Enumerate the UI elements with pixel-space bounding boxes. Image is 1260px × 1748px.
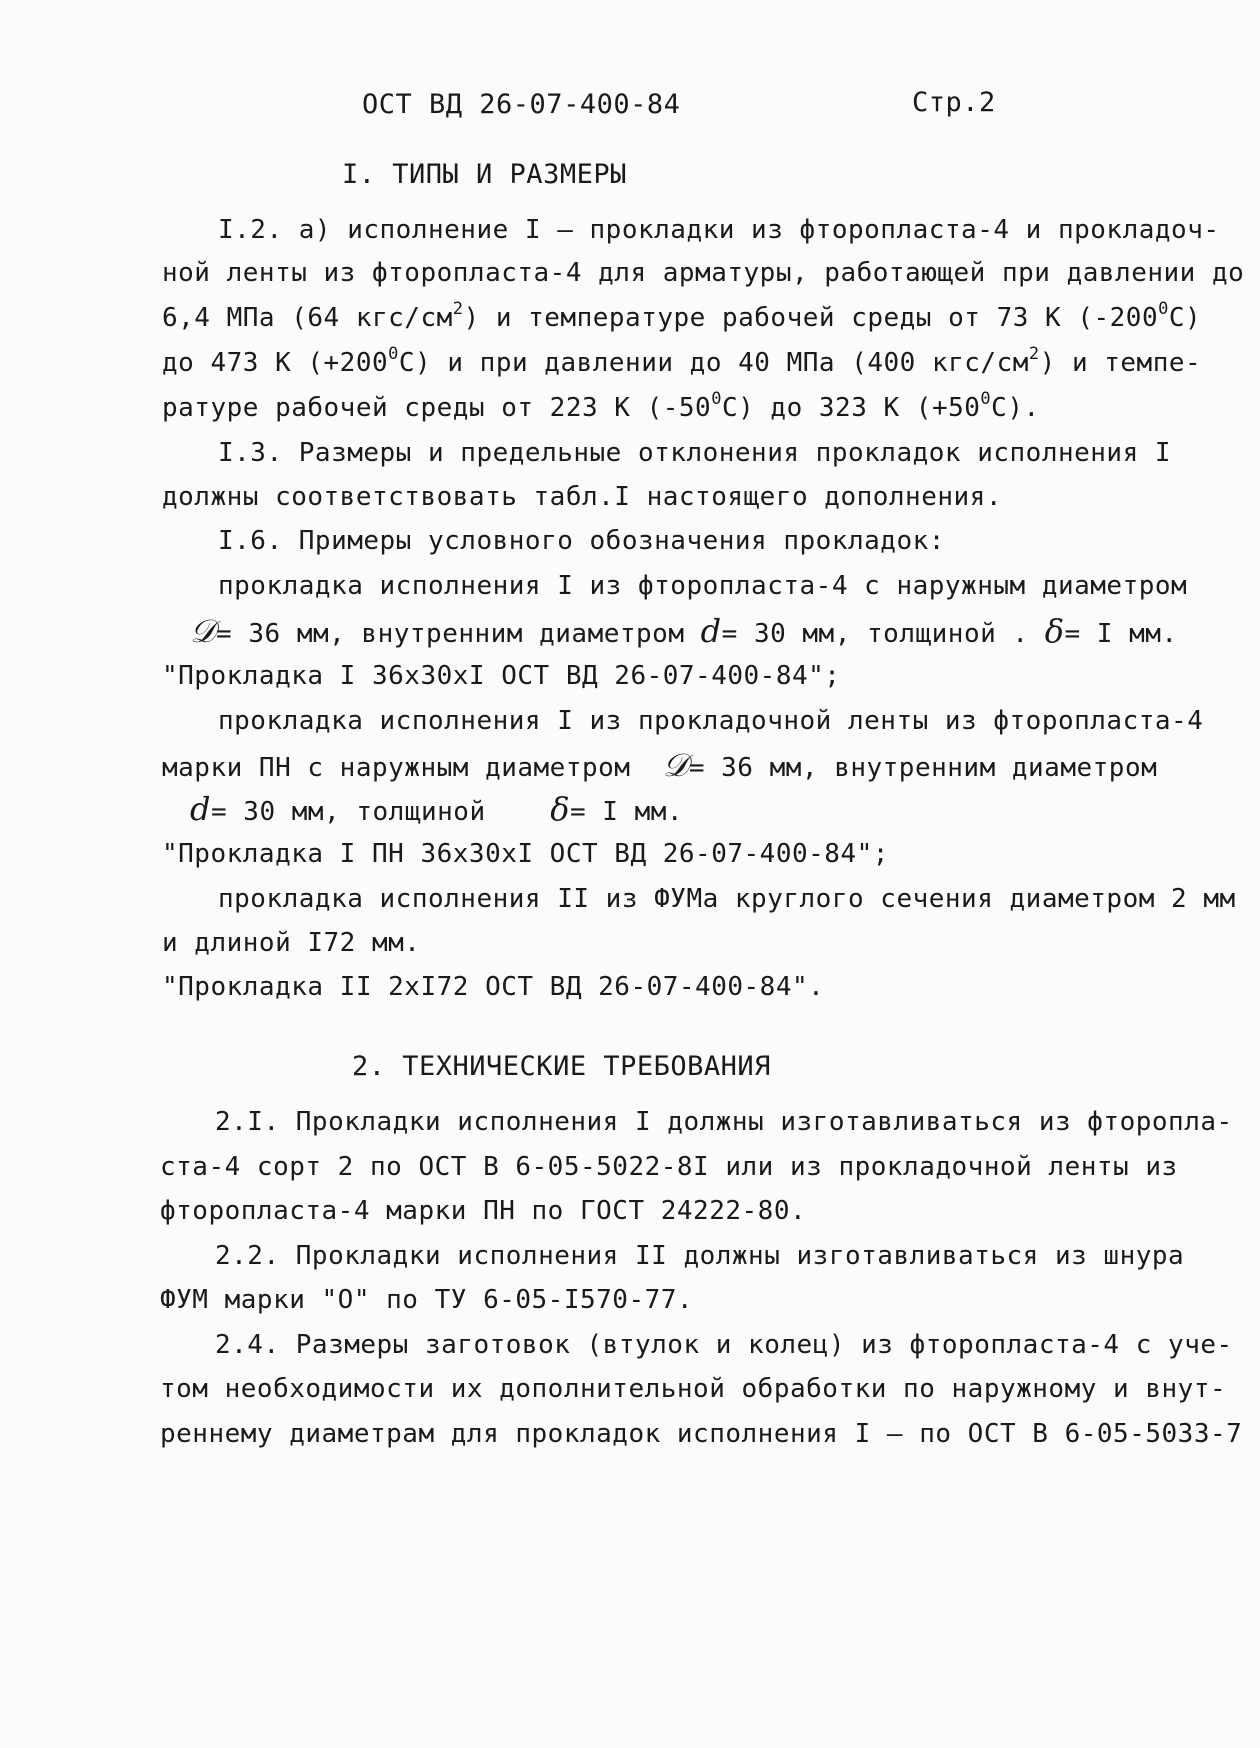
- example-3-line-1: прокладка исполнения II из ФУМа круглого сечения диаметром 2 мм: [218, 884, 1236, 914]
- paragraph-2-1-line-2: ста-4 сорт 2 по ОСТ В 6-05-5022-8I или из прокладочной ленты из: [160, 1152, 1178, 1182]
- example-2-line-1: прокладка исполнения I из прокладочной ленты из фторопласта-4: [218, 706, 1204, 736]
- example-1-line-1: прокладка исполнения I из фторопласта-4 с наружным диаметром: [218, 571, 1188, 601]
- paragraph-1-3-line-2: должны соответствовать табл.I настоящего дополнения.: [162, 482, 1002, 512]
- example-2-line-3: d= 30 мм, толщиной δ= I мм.: [190, 790, 684, 828]
- document-code: ОСТ ВД 26-07-400-84: [362, 89, 681, 120]
- paragraph-1-2-line-2: ной ленты из фторопласта-4 для арматуры, работающей при давлении до: [162, 258, 1245, 288]
- inner-diameter-symbol: d: [700, 612, 722, 650]
- paragraph-2-2-line-1: 2.2. Прокладки исполнения II должны изготавливаться из шнура: [215, 1241, 1185, 1271]
- paragraph-2-4-line-1: 2.4. Размеры заготовок (втулок и колец) из фторопласта-4 с уче-: [215, 1330, 1233, 1360]
- example-3-designation: "Прокладка II 2хI72 ОСТ ВД 26-07-400-84".: [162, 972, 825, 1002]
- paragraph-1-2-line-3: 6,4 МПа (64 кгс/$см^2$) и температуре рабочей среды от 73 К $(-200^0С)$: [162, 299, 1202, 333]
- section-1-title: I. ТИПЫ И РАЗМЕРЫ: [342, 159, 627, 190]
- paragraph-2-4-line-2: том необходимости их дополнительной обработки по наружному и внут-: [160, 1374, 1227, 1404]
- paragraph-1-2-line-5: ратуре рабочей среды от 223 К $(-50^0С)$ до 323 К $(+50^0С)$.: [162, 389, 1040, 423]
- example-1-designation: "Прокладка I 36х30хI ОСТ ВД 26-07-400-84";: [162, 661, 841, 691]
- paragraph-2-2-line-2: ФУМ марки "О" по ТУ 6-05-I570-77.: [160, 1285, 694, 1315]
- paragraph-2-4-line-3: реннему диаметрам для прокладок исполнения I – по ОСТ В 6-05-5033-7: [160, 1419, 1243, 1449]
- paragraph-1-3-line-1: I.3. Размеры и предельные отклонения прокладок исполнения I: [218, 438, 1172, 468]
- paragraph-2-1-line-3: фторопласта-4 марки ПН по ГОСТ 24222-80.: [160, 1196, 807, 1226]
- thickness-symbol: δ: [1044, 612, 1065, 650]
- example-3-line-2: и длиной I72 мм.: [162, 928, 421, 958]
- paragraph-1-2-line-4: до 473 К $(+200^0С)$ и при давлении до 40 МПа (400 кгс/$см^2$) и темпе-: [162, 344, 1202, 378]
- paragraph-1-6: I.6. Примеры условного обозначения прокладок:: [218, 526, 945, 556]
- section-2-title: 2. ТЕХНИЧЕСКИЕ ТРЕБОВАНИЯ: [352, 1051, 771, 1082]
- page-number: Стр.2: [912, 87, 996, 118]
- example-2-line-2: марки ПН с наружным диаметром 𝒟= 36 мм, внутренним диаметром: [162, 746, 1158, 784]
- inner-diameter-symbol: d: [190, 790, 211, 828]
- paragraph-1-2-line-1: I.2. а) исполнение I – прокладки из фторопласта-4 и прокладоч-: [218, 215, 1220, 245]
- outer-diameter-symbol: 𝒟: [190, 612, 217, 650]
- outer-diameter-symbol: 𝒟: [662, 746, 689, 784]
- example-1-line-2: 𝒟= 36 мм, внутренним диаметром d= 30 мм, толщиной . δ= I мм.: [190, 612, 1178, 650]
- example-2-designation: "Прокладка I ПН 36х30хI ОСТ ВД 26-07-400-84";: [162, 839, 889, 869]
- paragraph-2-1-line-1: 2.I. Прокладки исполнения I должны изготавливаться из фторопла-: [215, 1107, 1233, 1137]
- thickness-symbol: δ: [550, 790, 570, 828]
